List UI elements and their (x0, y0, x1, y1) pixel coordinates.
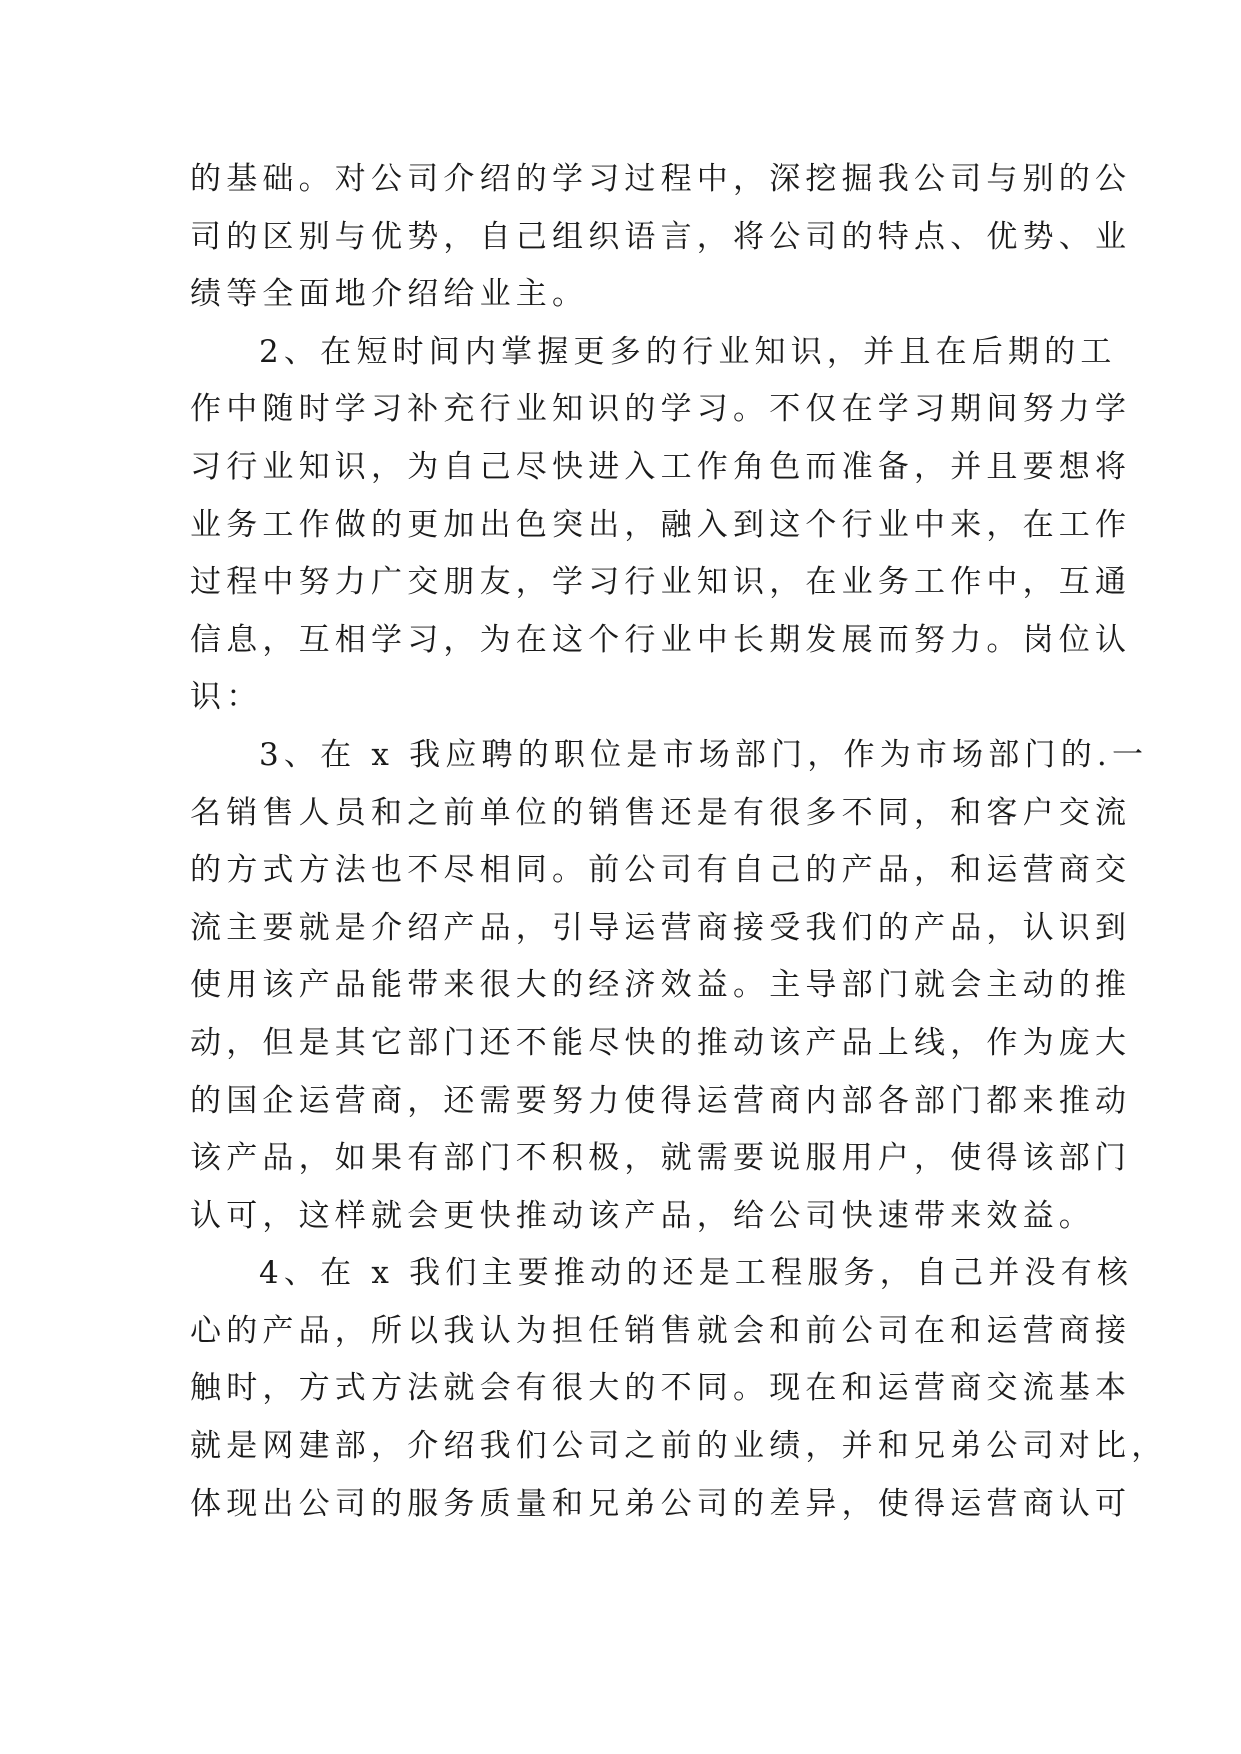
text-line: 心的产品，所以我认为担任销售就会和前公司在和运营商接 (190, 1312, 1132, 1349)
text-line: 流主要就是介绍产品，引导运营商接受我们的产品，认识到 (190, 909, 1132, 946)
text-line: 3、在 x 我应聘的职位是市场部门，作为市场部门的.一 (259, 736, 1149, 773)
text-line: 名销售人员和之前单位的销售还是有很多不同，和客户交流 (190, 794, 1132, 831)
text-line: 2、在短时间内掌握更多的行业知识，并且在后期的工 (259, 333, 1117, 370)
text-line: 认可，这样就会更快推动该产品，给公司快速带来效益。 (190, 1197, 1095, 1234)
text-line: 识： (190, 679, 263, 716)
text-line: 触时，方式方法就会有很大的不同。现在和运营商交流基本 (190, 1370, 1132, 1407)
text-line: 动，但是其它部门还不能尽快的推动该产品上线，作为庞大 (190, 1024, 1132, 1061)
text-line: 使用该产品能带来很大的经济效益。主导部门就会主动的推 (190, 967, 1132, 1004)
body-text (190, 151, 1168, 1533)
text-line: 4、在 x 我们主要推动的还是工程服务，自己并没有核 (259, 1255, 1134, 1292)
text-line: 信息，互相学习，为在这个行业中长期发展而努力。岗位认 (190, 621, 1132, 658)
text-line: 就是网建部，介绍我们公司之前的业绩，并和兄弟公司对比， (190, 1428, 1168, 1465)
text-line: 业务工作做的更加出色突出，融入到这个行业中来，在工作 (190, 506, 1132, 543)
text-line: 作中随时学习补充行业知识的学习。不仅在学习期间努力学 (190, 391, 1132, 428)
text-line: 司的区别与优势，自己组织语言，将公司的特点、优势、业 (190, 218, 1132, 255)
text-line: 体现出公司的服务质量和兄弟公司的差异，使得运营商认可 (190, 1485, 1132, 1522)
text-line: 该产品，如果有部门不积极，就需要说服用户，使得该部门 (190, 1140, 1132, 1177)
text-line: 习行业知识，为自己尽快进入工作角色而准备，并且要想将 (190, 448, 1132, 485)
text-line: 过程中努力广交朋友，学习行业知识，在业务工作中，互通 (190, 564, 1132, 601)
text-line: 的国企运营商，还需要努力使得运营商内部各部门都来推动 (190, 1082, 1132, 1119)
text-line: 的方式方法也不尽相同。前公司有自己的产品，和运营商交 (190, 852, 1132, 889)
text-line: 的基础。对公司介绍的学习过程中，深挖掘我公司与别的公 (190, 161, 1132, 197)
text-line: 绩等全面地介绍给业主。 (190, 276, 589, 313)
